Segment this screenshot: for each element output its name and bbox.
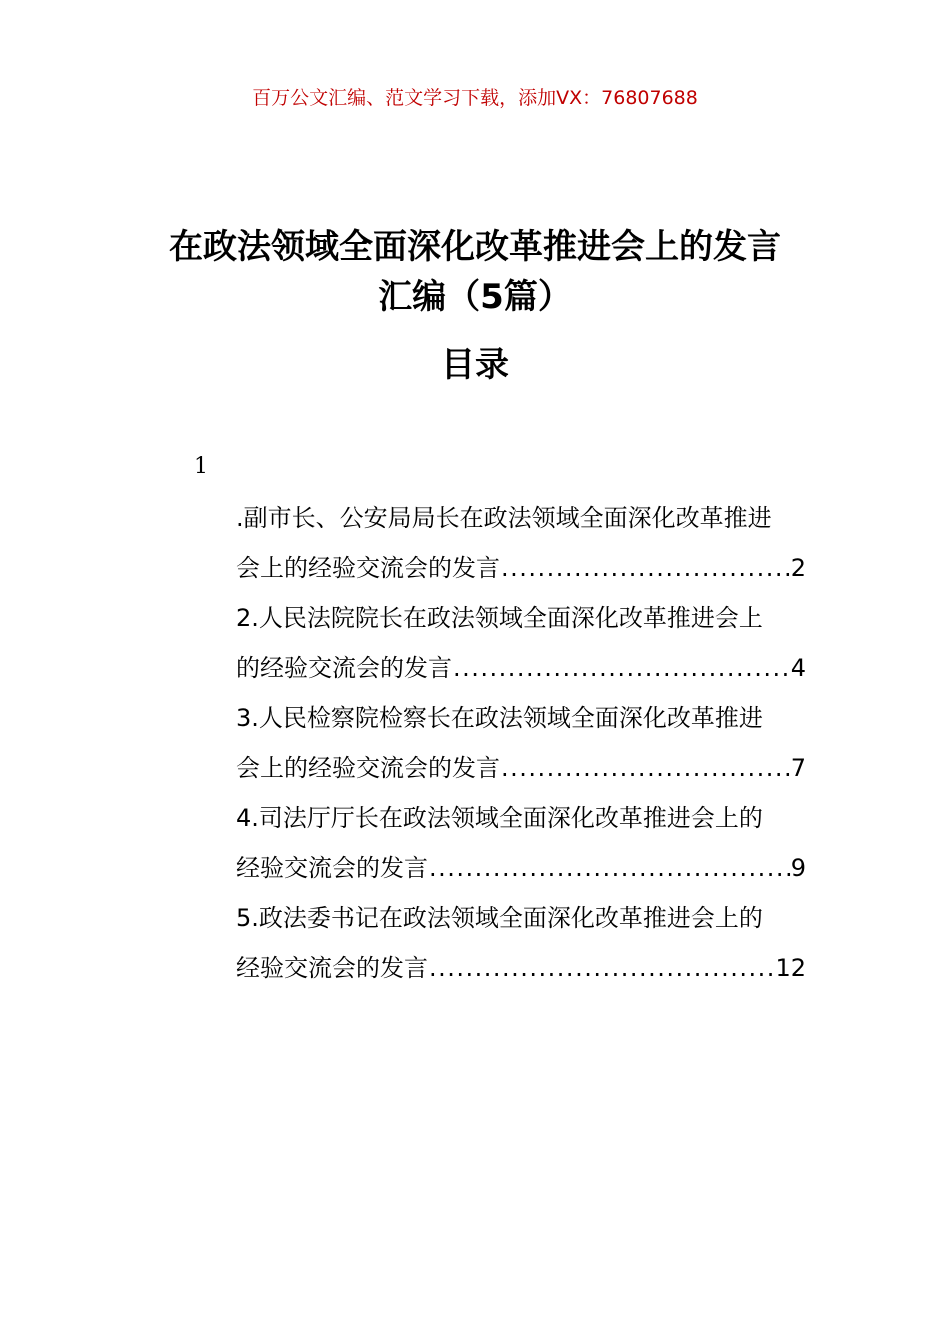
toc-page-number: 4	[790, 654, 806, 682]
toc-entry-title: .副市长、公安局局长在政法领域全面深化改革推进	[236, 504, 772, 532]
toc-entry-1[interactable]	[236, 493, 806, 593]
document-title-line1: 在政法领域全面深化改革推进会上的发言	[169, 227, 781, 267]
toc-entry-title: 5.政法委书记在政法领域全面深化改革推进会上的	[236, 904, 763, 932]
toc-leader-dots	[452, 643, 791, 693]
toc-page-number: 9	[790, 854, 806, 882]
toc-page-number: 12	[775, 954, 806, 982]
toc-entry-title-cont: 的经验交流会的发言	[236, 654, 452, 682]
toc-entry-5[interactable]	[236, 893, 806, 993]
list-number: 1	[194, 454, 208, 479]
toc-heading: 目录	[441, 345, 509, 385]
toc-entry-title-cont: 会上的经验交流会的发言	[236, 554, 500, 582]
toc-entry-title: 3.人民检察院检察长在政法领域全面深化改革推进	[236, 704, 763, 732]
toc-leader-dots	[428, 843, 791, 893]
toc-entry-title: 2.人民法院院长在政法领域全面深化改革推进会上	[236, 604, 763, 632]
header-promo-note: 百万公文汇编、范文学习下载，添加VX：76807688	[252, 87, 698, 109]
toc-leader-dots	[500, 743, 791, 793]
toc-entry-title-cont: 会上的经验交流会的发言	[236, 754, 500, 782]
toc-leader-dots	[500, 543, 791, 593]
toc-entry-title-cont: 经验交流会的发言	[236, 954, 428, 982]
toc-entry-2[interactable]	[236, 593, 806, 693]
toc-page-number: 2	[790, 554, 806, 582]
toc-page-number: 7	[790, 754, 806, 782]
table-of-contents	[236, 493, 806, 993]
document-title-line2: 汇编（5篇）	[378, 277, 572, 317]
toc-entry-4[interactable]	[236, 793, 806, 893]
toc-entry-3[interactable]	[236, 693, 806, 793]
toc-entry-title: 4.司法厅厅长在政法领域全面深化改革推进会上的	[236, 804, 763, 832]
toc-entry-title-cont: 经验交流会的发言	[236, 854, 428, 882]
toc-leader-dots	[428, 943, 775, 993]
